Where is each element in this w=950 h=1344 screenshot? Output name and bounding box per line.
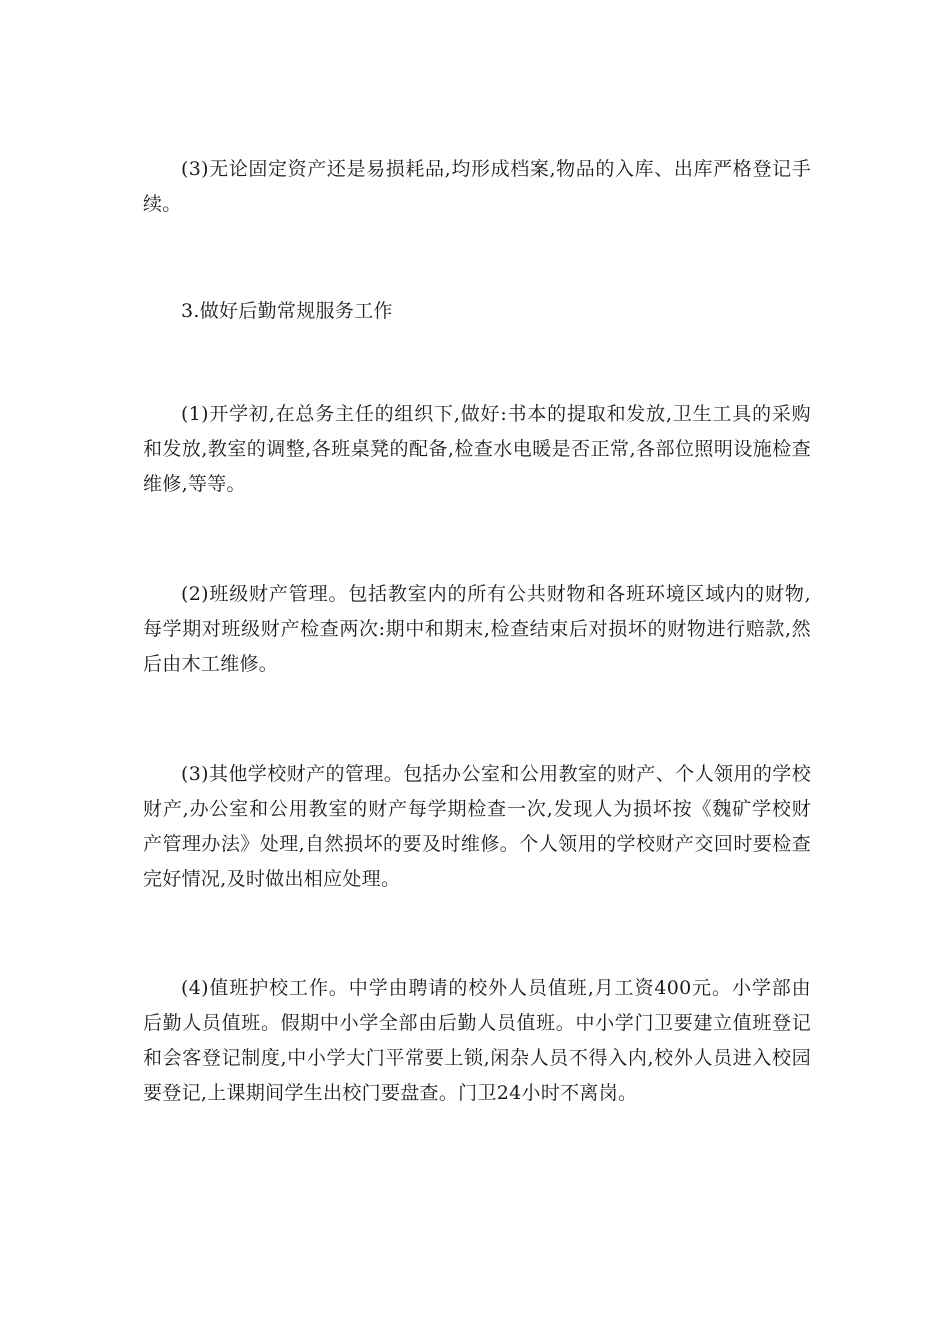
paragraph-semester-start: (1)开学初,在总务主任的组织下,做好:书本的提取和发放,卫生工具的采购和发放,教室的调整,各班桌凳的配备,检查水电暖是否正常,各部位照明设施检查维修,等等。 [143, 403, 811, 495]
paragraph-class-property: (2)班级财产管理。包括教室内的所有公共财物和各班环境区域内的财物,每学期对班级财产检查两次:期中和期末,检查结束后对损坏的财物进行赔款,然后由木工维修。 [143, 583, 811, 675]
paragraph-other-property: (3)其他学校财产的管理。包括办公室和公用教室的财产、个人领用的学校财产,办公室和公用教室的财产每学期检查一次,发现人为损坏按《魏矿学校财产管理办法》处理,自然损坏的要及时维修。个人领用的学校财产交回时要检查完好情况,及时做出相应处理。 [143, 763, 811, 890]
paragraph-asset-records: (3)无论固定资产还是易损耗品,均形成档案,物品的入库、出库严格登记手续。 [143, 158, 811, 215]
paragraph-duty-guard: (4)值班护校工作。中学由聘请的校外人员值班,月工资400元。小学部由后勤人员值班。假期中小学全部由后勤人员值班。中小学门卫要建立值班登记和会客登记制度,中小学大门平常要上锁,闲杂人员不得入内,校外人员进入校园要登记,上课期间学生出校门要盘查。门卫24小时不离岗。 [143, 977, 811, 1104]
section-heading-logistics-services: 3.做好后勤常规服务工作 [181, 300, 393, 322]
